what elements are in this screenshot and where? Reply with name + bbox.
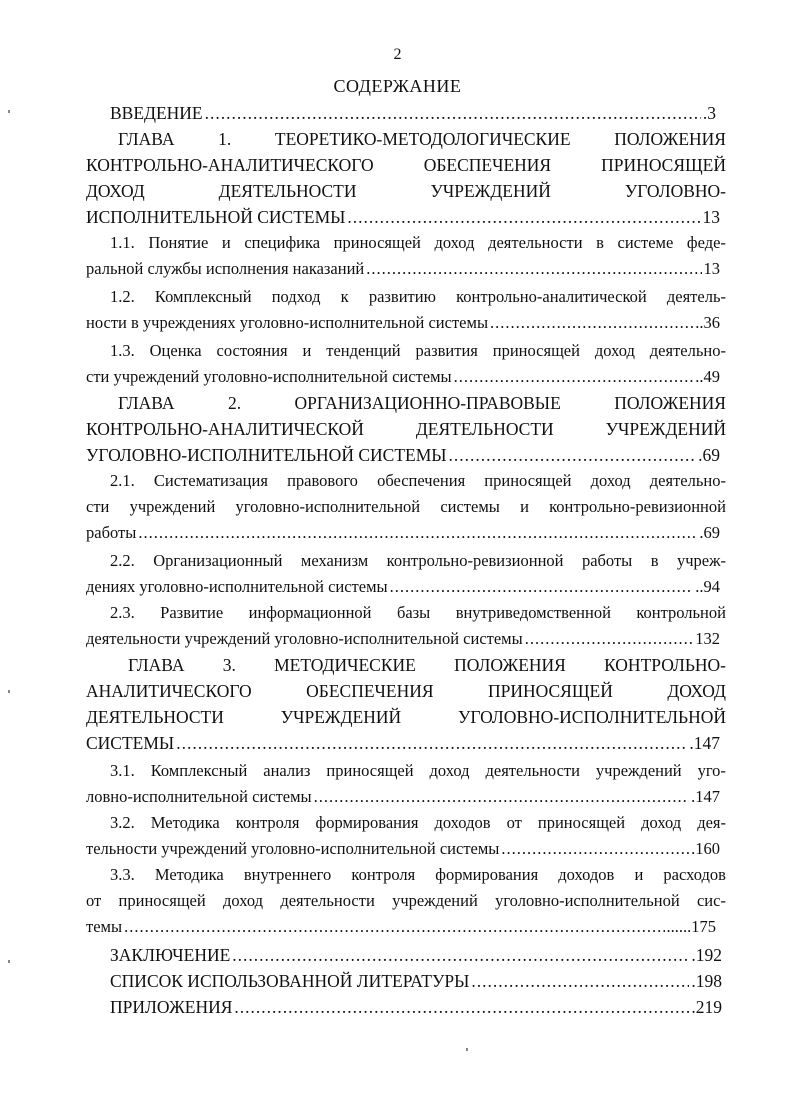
toc-section-1-3-line1: 1.3. Оценка состояния и тенденций развития приносящей доход деятельно-: [110, 341, 726, 360]
toc-chapter3-line3: ДЕЯТЕЛЬНОСТИ УЧРЕЖДЕНИЙ УГОЛОВНО-ИСПОЛНИТЕЛЬНОЙ: [86, 707, 726, 727]
toc-chapter2-line3: УГОЛОВНО-ИСПОЛНИТЕЛЬНОЙ СИСТЕМЫ ..... .69: [86, 442, 720, 468]
page-number: 2: [393, 46, 402, 63]
toc-section-1-2-line2: ности в учреждениях уголовно-исполнительной системы ..... ..36: [86, 310, 720, 336]
toc-section-2-3-line1: 2.3. Развитие информационной базы внутриведомственной контрольной: [110, 603, 726, 622]
toc-section-2-3-line2: деятельности учреждений уголовно-исполнительной системы ..... 132: [86, 626, 720, 652]
toc-section-3-1-line2: ловно-исполнительной системы ..... .147: [86, 784, 720, 810]
toc-chapter2-line2: КОНТРОЛЬНО-АНАЛИТИЧЕСКОЙ ДЕЯТЕЛЬНОСТИ УЧРЕЖДЕНИЙ: [86, 419, 726, 439]
scan-speck: [8, 690, 10, 693]
toc-section-3-2-line1: 3.2. Методика контроля формирования доходов от приносящей доход дея-: [110, 813, 726, 832]
toc-entry-references: СПИСОК ИСПОЛЬЗОВАННОЙ ЛИТЕРАТУРЫ ..... .198: [110, 968, 722, 994]
toc-section-2-2-line2: дениях уголовно-исполнительной системы ..... ..94: [86, 574, 720, 600]
toc-section-3-3-line1: 3.3. Методика внутреннего контроля формирования доходов и расходов: [110, 865, 726, 884]
toc-entry-appendices: ПРИЛОЖЕНИЯ ..... .219: [110, 994, 722, 1020]
toc-chapter3-line2: АНАЛИТИЧЕСКОГО ОБЕСПЕЧЕНИЯ ПРИНОСЯЩЕЙ ДОХОД: [86, 681, 726, 701]
toc-section-3-3-line3: темы ..... ......175: [86, 914, 716, 940]
toc-chapter1-line4: ИСПОЛНИТЕЛЬНОЙ СИСТЕМЫ ..... 13: [86, 204, 720, 230]
toc-chapter1-line3: ДОХОД ДЕЯТЕЛЬНОСТИ УЧРЕЖДЕНИЙ УГОЛОВНО-: [86, 181, 726, 201]
scan-speck: [8, 110, 10, 113]
toc-chapter3-line4: СИСТЕМЫ ..... .147: [86, 730, 720, 756]
toc-section-1-3-line2: сти учреждений уголовно-исполнительной системы ..... ..49: [86, 364, 720, 390]
toc-section-2-1-line1: 2.1. Систематизация правового обеспечения приносящей доход деятельно-: [110, 471, 726, 490]
toc-section-1-1-line1: 1.1. Понятие и специфика приносящей доход деятельности в системе феде-: [110, 233, 726, 252]
toc-entry-conclusion: ЗАКЛЮЧЕНИЕ ..... .192: [110, 942, 722, 968]
toc-chapter2-line1: ГЛАВА 2. ОРГАНИЗАЦИОННО-ПРАВОВЫЕ ПОЛОЖЕНИЯ: [118, 393, 726, 413]
toc-entry-intro: ВВЕДЕНИЕ ..... .3: [110, 100, 716, 126]
toc-chapter1-line2: КОНТРОЛЬНО-АНАЛИТИЧЕСКОГО ОБЕСПЕЧЕНИЯ ПРИНОСЯЩЕЙ: [86, 155, 726, 175]
toc-section-3-1-line1: 3.1. Комплексный анализ приносящей доход деятельности учреждений уго-: [110, 761, 726, 780]
toc-chapter1-line1: ГЛАВА 1. ТЕОРЕТИКО-МЕТОДОЛОГИЧЕСКИЕ ПОЛОЖЕНИЯ: [118, 129, 726, 149]
toc-section-2-1-line3: работы ..... .69: [86, 520, 720, 546]
toc-section-3-2-line2: тельности учреждений уголовно-исполнительной системы ..... .160: [86, 836, 720, 862]
toc-section-2-1-line2: сти учреждений уголовно-исполнительной системы и контрольно-ревизионной: [86, 497, 726, 516]
scan-speck: [8, 960, 10, 963]
toc-section-3-3-line2: от приносящей доход деятельности учреждений уголовно-исполнительной сис-: [86, 891, 726, 910]
toc-section-2-2-line1: 2.2. Организационный механизм контрольно-ревизионной работы в учреж-: [110, 551, 726, 570]
scan-speck: [466, 1048, 468, 1051]
toc-section-1-1-line2: ральной службы исполнения наказаний ..... 13: [86, 256, 720, 282]
page-title: СОДЕРЖАНИЕ: [333, 76, 462, 96]
toc-section-1-2-line1: 1.2. Комплексный подход к развитию контрольно-аналитической деятель-: [110, 287, 726, 306]
toc-chapter3-line1: ГЛАВА 3. МЕТОДИЧЕСКИЕ ПОЛОЖЕНИЯ КОНТРОЛЬНО-: [128, 655, 726, 675]
